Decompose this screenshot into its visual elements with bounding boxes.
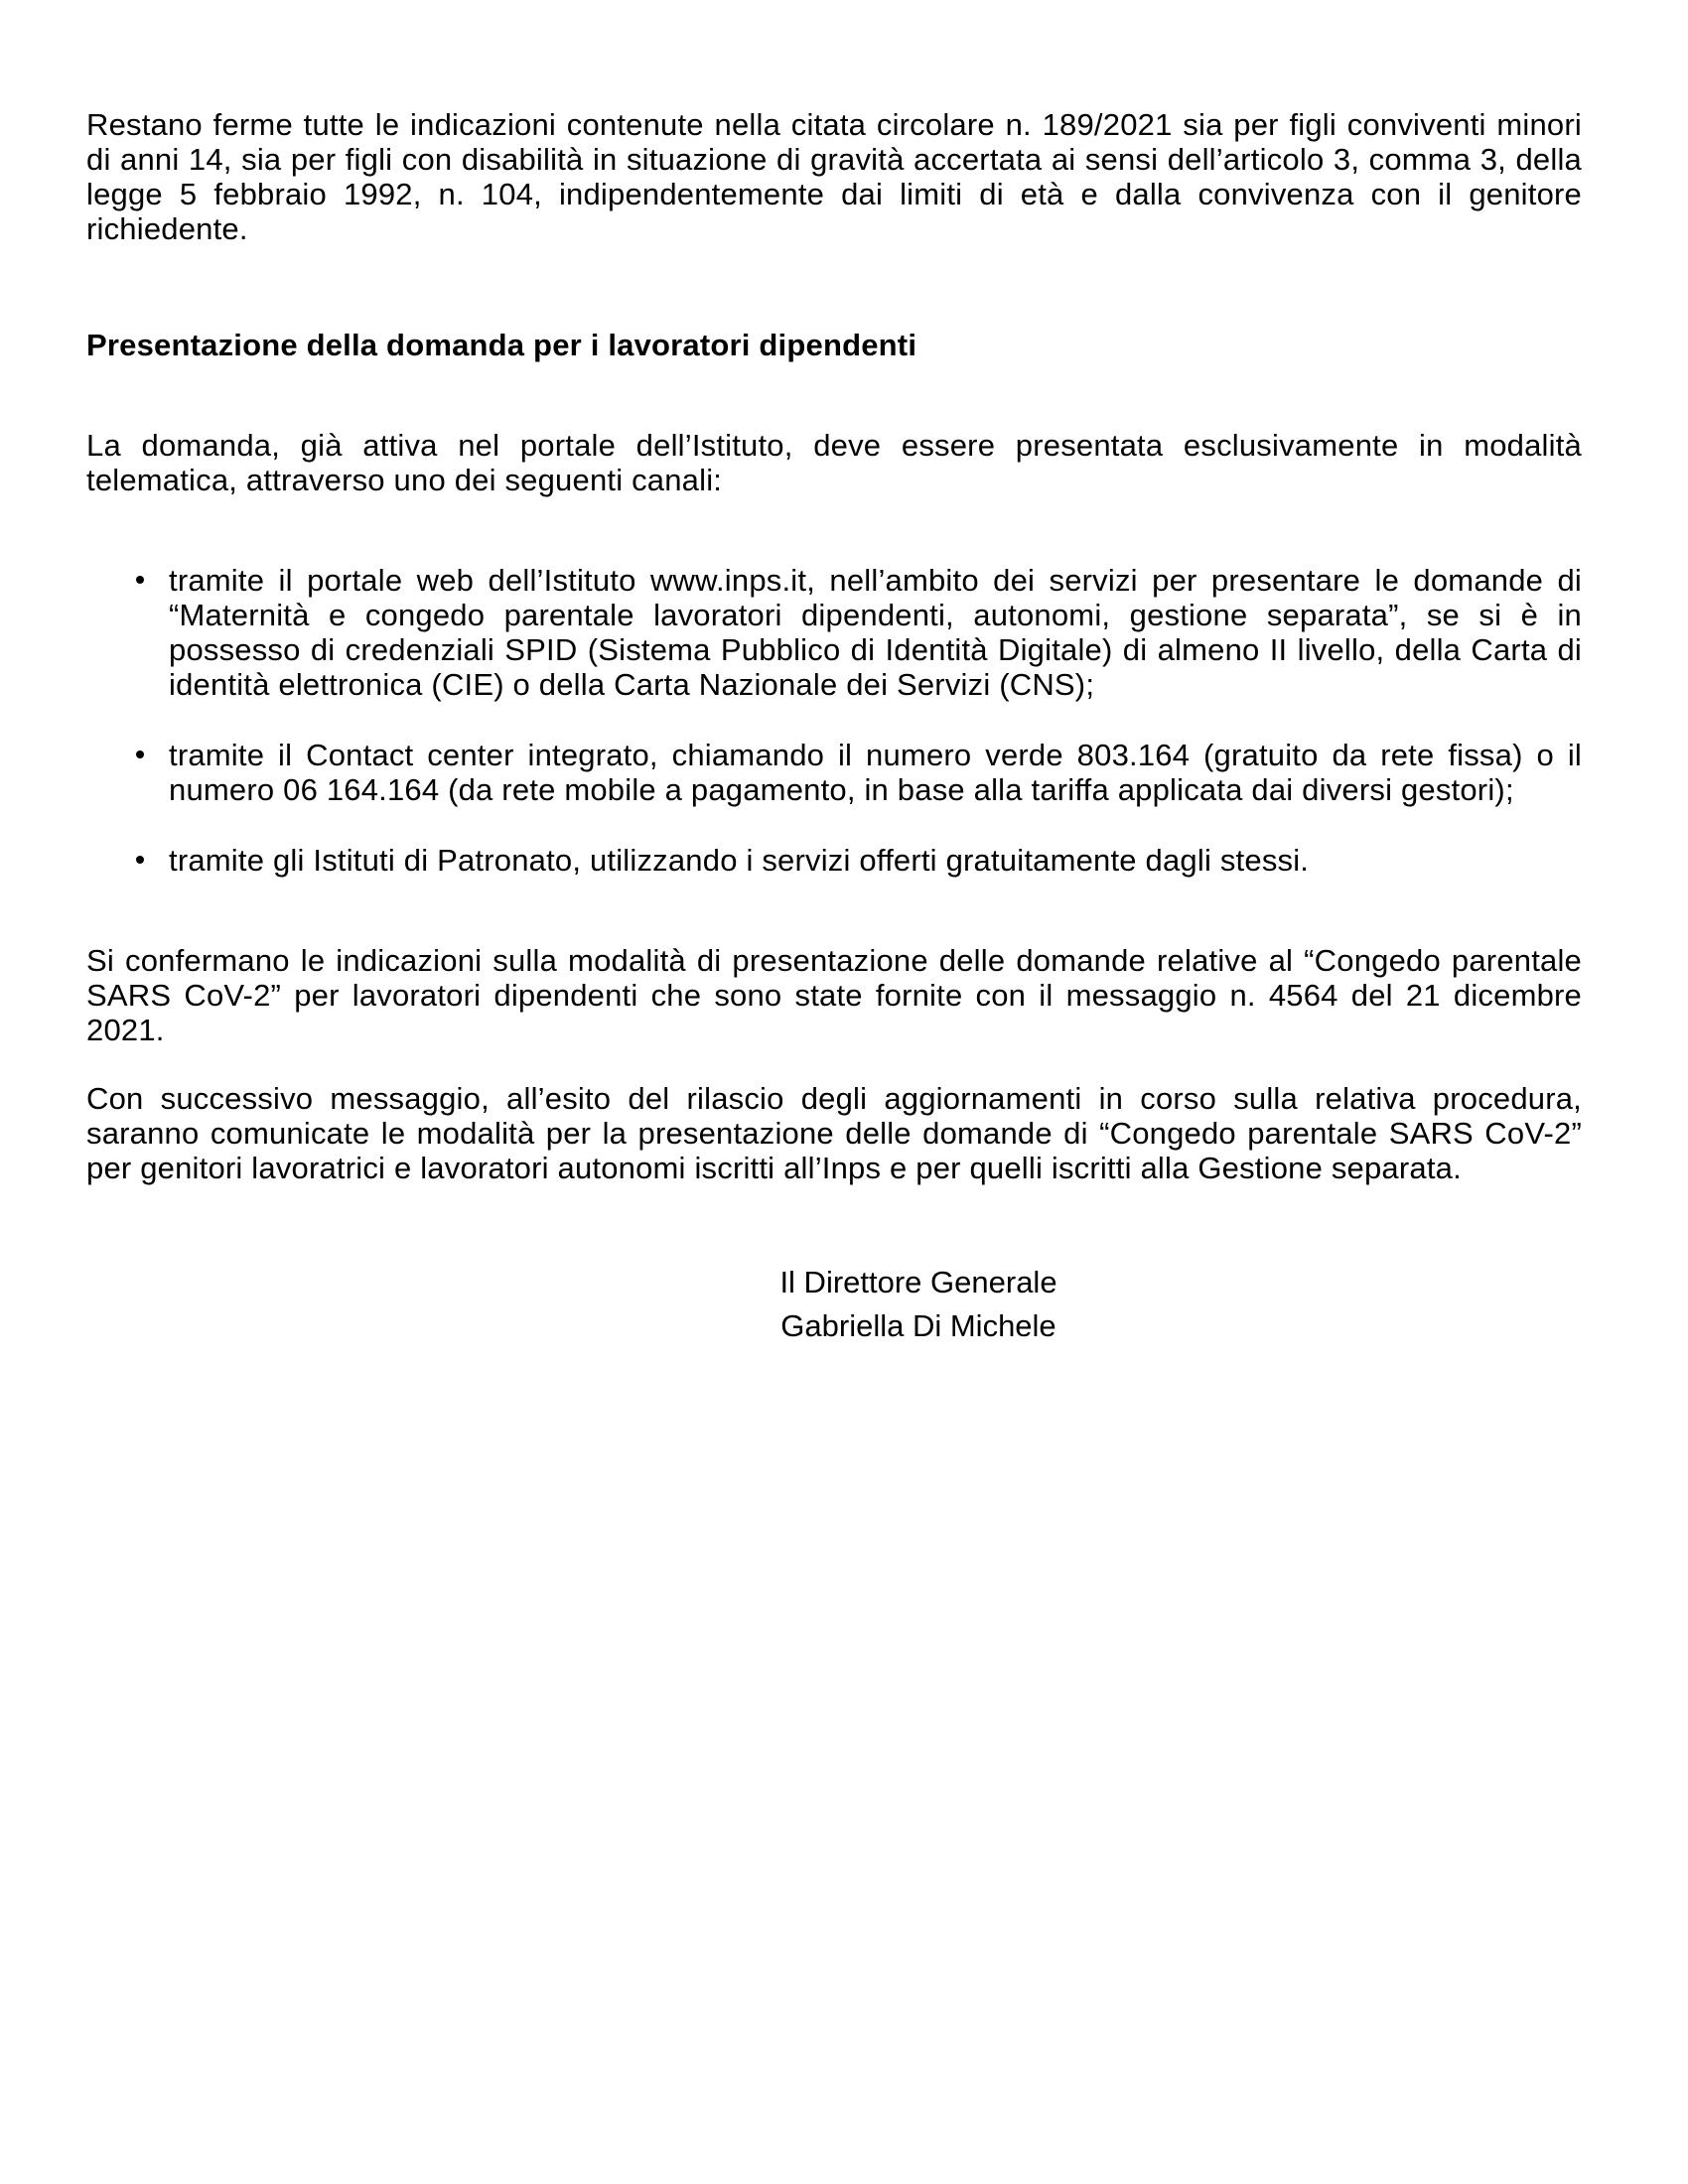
list-item-text: tramite il Contact center integrato, chiamando il numero verde 803.164 (gratuito da rete fissa) o il numero 06 164.164 (da rete mobile a pagamento, in base alla tariffa applicata dai diversi gestori);	[169, 738, 1582, 807]
signature-block	[86, 1261, 1582, 1348]
paragraph-application-intro: La domanda, già attiva nel portale dell’Istituto, deve essere presentata esclusivamente in modalità telematica, attraverso uno dei seguenti canali:	[86, 428, 1582, 497]
bullet-icon	[136, 856, 144, 864]
document-page	[86, 107, 1582, 1348]
list-item-text: tramite il portale web dell’Istituto www.inps.it, nell’ambito dei servizi per presentare le domande di “Maternità e congedo parentale lavoratori dipendenti, autonomi, gestione separata”, se si è in possesso di credenziali SPID (Sistema Pubblico di Identità Digitale) di almeno II livello, della Carta di identità elettronica (CIE) o della Carta Nazionale dei Servizi (CNS);	[169, 563, 1582, 702]
section-heading: Presentazione della domanda per i lavoratori dipendenti	[86, 328, 917, 362]
paragraph-future-message: Con successivo messaggio, all’esito del rilascio degli aggiornamenti in corso sulla relativa procedura, saranno comunicate le modalità per la presentazione delle domande di “Congedo parentale SARS CoV-2” per genitori lavoratrici e lavoratori autonomi iscritti all’Inps e per quelli iscritti alla Gestione separata.	[86, 1081, 1582, 1185]
bullet-icon	[136, 576, 144, 584]
paragraph-confirmation: Si confermano le indicazioni sulla modalità di presentazione delle domande relative al “Congedo parentale SARS CoV-2” per lavoratori dipendenti che sono state fornite con il messaggio n. 4564 del 21 dicembre 2021.	[86, 943, 1582, 1047]
list-item-text: tramite gli Istituti di Patronato, utilizzando i servizi offerti gratuitamente dagli stessi.	[169, 843, 1310, 878]
signature-name: Gabriella Di Michele	[780, 1308, 1056, 1343]
channels-list	[86, 563, 1582, 878]
signature-role: Il Direttore Generale	[779, 1265, 1057, 1299]
list-item-contact-center	[86, 738, 1582, 807]
list-item-patronato	[86, 843, 1582, 878]
bullet-icon	[136, 751, 144, 758]
list-item-web-portal	[86, 563, 1582, 702]
paragraph-conditions: Restano ferme tutte le indicazioni contenute nella citata circolare n. 189/2021 sia per figli conviventi minori di anni 14, sia per figli con disabilità in situazione di gravità accertata ai sensi dell’articolo 3, comma 3, della legge 5 febbraio 1992, n. 104, indipendentemente dai limiti di età e dalla convivenza con il genitore richiedente.	[86, 107, 1582, 246]
